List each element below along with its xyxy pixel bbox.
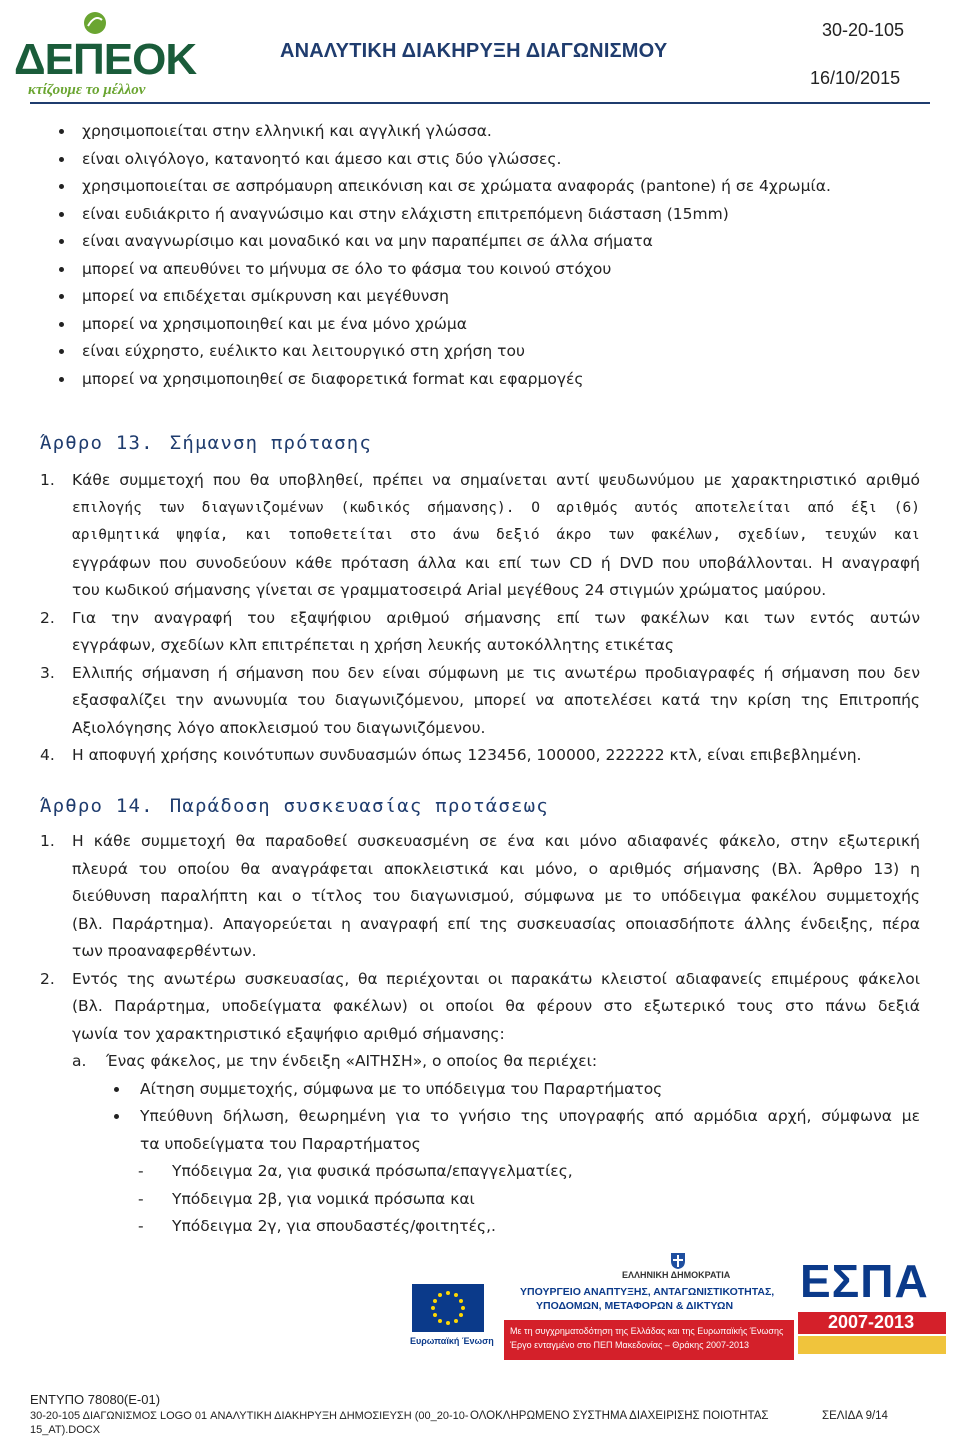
item-line: Ελλιπής σήμανση ή σήμανση που δεν είναι σύμφωνη με τις ανωτέρω προδιαγραφές ή σήμανση που δεν: [72, 663, 920, 682]
article-14-item-1: [40, 828, 920, 966]
form-code: ΕΝΤΥΠΟ 78080(Ε-01): [30, 1392, 161, 1407]
criteria-item: [82, 118, 842, 146]
bullet-icon: [59, 267, 64, 272]
template-list-text: Υπόδειγμα 2β, για νομικά πρόσωπα και: [172, 1189, 475, 1208]
logo-tagline: κτίζουμε το μέλλον: [28, 82, 146, 98]
criteria-text: μπορεί να χρησιμοποιηθεί σε διαφορετικά format και εφαρμογές: [82, 369, 584, 388]
article-13-item-1: [40, 467, 920, 605]
criteria-text: μπορεί να χρησιμοποιηθεί και με ένα μόνο χρώμα: [82, 314, 467, 333]
espa-years: 2007-2013: [828, 1312, 915, 1332]
item-line: επιλογής των διαγωνιζομένων (κωδικός σήμανσης). Ο αριθμός αυτός αποτελείται από έξι (6): [72, 499, 920, 516]
article-13-title: Σήμανση πρότασης: [169, 432, 372, 454]
article-14-body: [40, 828, 920, 1241]
file-name-line-1: 30-20-105 ΔΙΑΓΩΝΙΣΜΟΣ LOGO 01 ΑΝΑΛΥΤΙΚΗ ΔΙΑΚΗΡΥΞΗ ΔΗΜΟΣΙΕΥΣΗ (00_20-10-: [30, 1410, 469, 1422]
funding-logos: [408, 1250, 960, 1374]
criteria-item: [82, 201, 842, 229]
template-list-text: Υπόδειγμα 2γ, για σπουδαστές/φοιτητές,.: [172, 1217, 496, 1235]
item-line: (Βλ. Παράρτημα). Απαγορεύεται η αναγραφή επί της συσκευασίας οποιασδήποτε άλλης ένδειξης, πέρα: [72, 914, 920, 933]
bullet-icon: [59, 239, 64, 244]
criteria-item: [82, 311, 842, 339]
item-line: Η αποφυγή χρήσης κοινότυπων συνδυασμών όπως 123456, 100000, 222222 κτλ, είναι επιβεβλημένη.: [72, 746, 862, 764]
dash-marker: -: [138, 1162, 144, 1180]
sub-item-a: [72, 1048, 920, 1076]
template-list-item: [72, 1158, 920, 1186]
espa-title: ΕΣΠΑ: [800, 1255, 929, 1307]
criteria-item: [82, 283, 842, 311]
item-line: Η κάθε συμμετοχή θα παραδοθεί συσκευασμένη σε ένα και μόνο αδιαφανές φάκελο, στην εξωτερική: [72, 832, 920, 850]
article-14-item-2: [40, 966, 920, 1241]
article-14-title: Παράδοση συσκευασίας προτάσεως: [169, 795, 549, 817]
item-line: πλευρά του οποίου θα αναγράφεται αποκλειστικά και μόνο, ο αριθμός σήμανσης (Βλ. Άρθρο 13) η: [72, 859, 920, 878]
company-logo: [10, 8, 197, 100]
article-14-heading: [40, 795, 549, 817]
quality-system-label: ΟΛΟΚΛΗΡΩΜΕΝΟ ΣΥΣΤΗΜΑ ΔΙΑΧΕΙΡΙΣΗΣ ΠΟΙΟΤΗΤΑΣ: [470, 1410, 769, 1422]
espa-logo: [798, 1254, 948, 1362]
criteria-text: είναι ολιγόλογο, κατανοητό και άμεσο και στις δύο γλώσσες.: [82, 149, 562, 168]
criteria-text: χρησιμοποιείται στην ελληνική και αγγλική γλώσσα.: [82, 122, 492, 140]
item-line: Κάθε συμμετοχή που θα υποβληθεί, πρέπει να σημαίνεται αντί ψευδωνύμου με χαρακτηριστικό αριθμό: [72, 471, 920, 489]
page-number: ΣΕΛΙΔΑ 9/14: [822, 1410, 888, 1422]
item-line: εγγράφων που συνοδεύουν κάθε πρόταση άλλα και επί των CD ή DVD που υποβάλλονται. Η αναγραφή: [72, 553, 920, 572]
eu-flag-icon: [412, 1284, 484, 1332]
leaf-icon: [82, 10, 108, 36]
bullet-icon: [59, 212, 64, 217]
dash-marker: -: [138, 1217, 144, 1235]
file-name-line-2: 15_AT).DOCX: [30, 1424, 101, 1436]
sub-bullet-text: τα υποδείγματα του Παραρτήματος: [140, 1134, 421, 1153]
document-code: 30-20-105: [822, 20, 905, 40]
criteria-item: [82, 146, 842, 174]
criteria-text: είναι ευδιάκριτο ή αναγνώσιμο και στην ελάχιστη επιτρεπόμενη διάσταση (15mm): [82, 204, 729, 223]
document-title: ΑΝΑΛΥΤΙΚΗ ΔΙΑΚΗΡΥΞΗ ΔΙΑΓΩΝΙΣΜΟΥ: [280, 40, 668, 62]
cofunding-line-2: Έργο ενταγμένο στο ΠΕΠ Μακεδονίας – Θράκης 2007-2013: [510, 1340, 750, 1350]
item-line: διεύθυνση παραλήπτη και ο τίτλος του διαγωνισμού, σύμφωνα με το υπόδειγμα φακέλου συμμετοχής: [72, 887, 920, 905]
template-list-item: [72, 1213, 920, 1241]
sub-item-label: a.: [72, 1052, 87, 1070]
criteria-item: [82, 228, 842, 256]
ministry-line-2: ΥΠΟΔΟΜΩΝ, ΜΕΤΑΦΟΡΩΝ & ΔΙΚΤΥΩΝ: [536, 1300, 734, 1312]
article-13-item-3: [40, 660, 920, 743]
header-divider: [30, 102, 930, 104]
bullet-icon: [59, 322, 64, 327]
criteria-text: είναι εύχρηστο, ευέλικτο και λειτουργικό στη χρήση του: [82, 342, 525, 360]
criteria-item: [82, 256, 842, 284]
criteria-item: [82, 366, 842, 394]
item-line: Εντός της ανωτέρω συσκευασίας, θα περιέχονται οι παρακάτω κλειστοί αδιαφανείς επιμέρους φάκελοι: [72, 969, 920, 988]
bullet-icon: [114, 1087, 119, 1092]
item-number: 2.: [40, 969, 55, 988]
dash-marker: -: [138, 1189, 144, 1208]
criteria-text: μπορεί να επιδέχεται σμίκρυνση και μεγέθυνση: [82, 287, 449, 305]
sub-bullet-text: Αίτηση συμμετοχής, σύμφωνα με το υπόδειγμα του Παραρτήματος: [140, 1079, 663, 1098]
cofunding-banner: [504, 1320, 794, 1360]
article-13-body: [40, 467, 920, 770]
eu-label: Ευρωπαϊκή Ένωση: [410, 1336, 494, 1346]
criteria-text: είναι αναγνωρίσιμο και μοναδικό και να μην παραπέμπει σε άλλα σήματα: [82, 232, 653, 250]
logo-text: ΔΕΠΕΟΚ: [14, 35, 197, 84]
item-number: 1.: [40, 471, 55, 489]
bullet-icon: [114, 1114, 119, 1119]
article-14-number: Άρθρο 14.: [40, 795, 154, 817]
criteria-text: μπορεί να απευθύνει το μήνυμα σε όλο το φάσμα του κοινού στόχου: [82, 259, 612, 278]
item-line: Αξιολόγησης λόγο αποκλεισμού του διαγωνιζόμενου.: [72, 718, 486, 737]
item-line: Για την αναγραφή του εξαψήφιου αριθμού σήμανσης επί των φακέλων και των εντός αυτών: [72, 608, 920, 627]
item-line: των προαναφερθέντων.: [72, 942, 257, 960]
ministry-line-1: ΥΠΟΥΡΓΕΙΟ ΑΝΑΠΤΥΞΗΣ, ΑΝΤΑΓΩΝΙΣΤΙΚΟΤΗΤΑΣ,: [520, 1286, 775, 1298]
document-date: 16/10/2015: [810, 68, 901, 88]
coat-of-arms-icon: [670, 1252, 686, 1270]
item-line: εγγράφων, σχεδίων κλπ επιτρέπεται η χρήση λευκής αυτοκόλλητης ετικέτας: [72, 636, 674, 654]
article-13-item-4: [40, 742, 920, 770]
item-number: 2.: [40, 608, 55, 627]
item-line: του κωδικού σήμανσης γίνεται σε γραμματοσειρά Arial μεγέθους 24 στιγμών χρώματος μαύρου.: [72, 581, 827, 599]
article-13-item-2: [40, 605, 920, 660]
item-line: γωνία τον χαρακτηριστικό εξαψήφιο αριθμό σήμανσης:: [72, 1024, 505, 1043]
republic-label: ΕΛΛΗΝΙΚΗ ΔΗΜΟΚΡΑΤΙΑ: [622, 1270, 731, 1280]
sub-bullet-text: Υπεύθυνη δήλωση, θεωρημένη για το γνήσιο της υπογραφής από αρμόδια αρχή, σύμφωνα με: [140, 1107, 920, 1125]
item-number: 4.: [40, 746, 55, 764]
item-line: (Βλ. Παράρτημα, υποδείγματα φακέλων) οι οποίοι θα φέρουν στο εξωτερικό τους στο πάνω δεξιά: [72, 997, 920, 1015]
template-list-text: Υπόδειγμα 2α, για φυσικά πρόσωπα/επαγγελματίες,: [172, 1162, 573, 1180]
bullet-icon: [59, 184, 64, 189]
bullet-icon: [59, 294, 64, 299]
item-line: αριθμητικά ψηφία, και τοποθετείται στο άνω δεξιό άκρο των φακέλων, σχεδίων, τευχών και: [72, 527, 920, 543]
item-line: εξασφαλίζει την ανωνυμία του διαγωνιζόμενου, μπορεί να αποτελέσει κατά την κρίση της Επιτροπής: [72, 691, 920, 709]
bullet-icon: [59, 377, 64, 382]
criteria-item: [82, 338, 842, 366]
article-13-number: Άρθρο 13.: [40, 432, 154, 454]
item-number: 3.: [40, 663, 55, 682]
sub-item-text: Ένας φάκελος, με την ένδειξη «ΑΙΤΗΣΗ», ο οποίος θα περιέχει:: [106, 1052, 598, 1070]
cofunding-line-1: Με τη συγχρηματοδότηση της Ελλάδας και της Ευρωπαϊκής Ένωσης: [510, 1326, 784, 1336]
item-number: 1.: [40, 832, 55, 850]
sub-bullet: [72, 1103, 920, 1158]
criteria-text: χρησιμοποιείται σε ασπρόμαυρη απεικόνιση και σε χρώματα αναφοράς (pantone) ή σε 4χρωμία.: [82, 177, 831, 195]
sub-bullet: [72, 1076, 920, 1104]
criteria-item: [82, 173, 842, 201]
bullet-icon: [59, 129, 64, 134]
bullet-icon: [59, 349, 64, 354]
bullet-icon: [59, 157, 64, 162]
criteria-list: [82, 118, 842, 393]
template-list-item: [72, 1186, 920, 1214]
article-13-heading: [40, 432, 372, 454]
template-list: [72, 1158, 920, 1241]
